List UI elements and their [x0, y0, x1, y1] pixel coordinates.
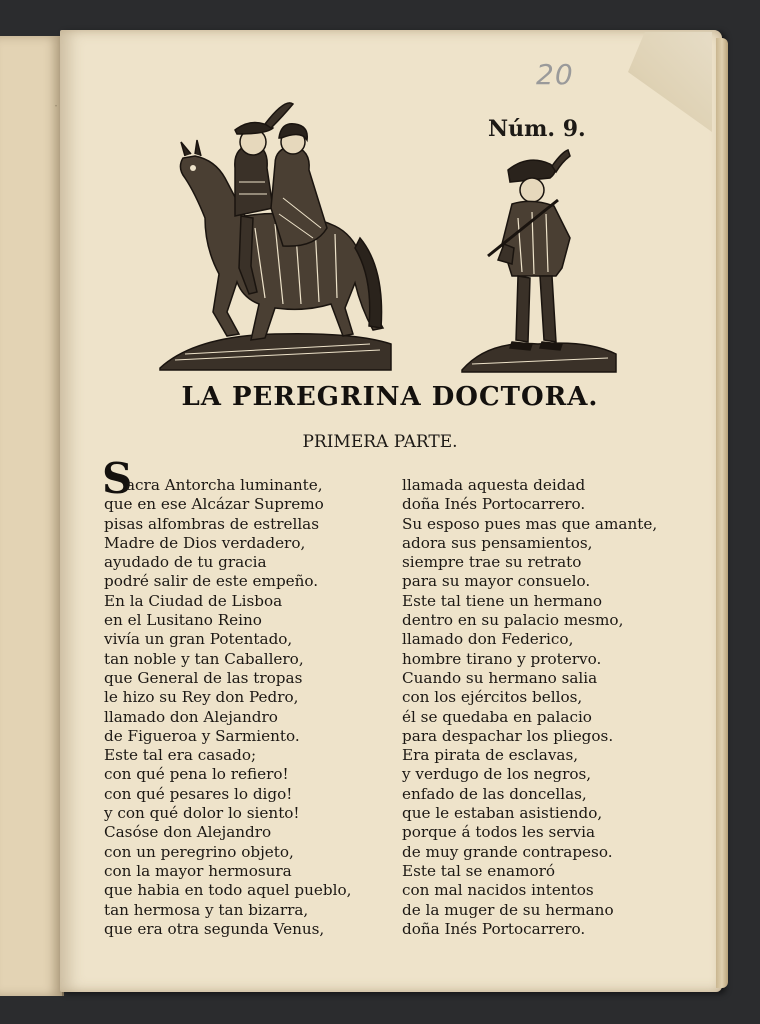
page-title: LA PEREGRINA DOCTORA.	[181, 382, 599, 412]
verse-line: tan noble y tan Caballero,	[104, 649, 304, 668]
verse-line: siempre trae su retrato	[402, 553, 582, 572]
verse-line: de muy grande contrapeso.	[402, 842, 613, 861]
verse-line: que era otra segunda Venus,	[104, 919, 325, 938]
verse-line: En la Ciudad de Lisboa	[104, 591, 283, 610]
verse-line: podré salir de este empeño.	[104, 572, 319, 591]
verse-line: enfado de las doncellas,	[402, 784, 587, 803]
verse-line: Madre de Dios verdadero,	[104, 533, 306, 552]
verse-line: que le estaban asistiendo,	[402, 804, 603, 823]
verse-line: Cuando su hermano salia	[402, 668, 598, 687]
verse-line: doña Inés Portocarrero.	[402, 919, 586, 938]
verse-line: adora sus pensamientos,	[402, 533, 593, 552]
verse-line: con un peregrino objeto,	[104, 842, 294, 861]
verse-line: llamada aquesta deidad	[402, 476, 586, 494]
verse-line: vivía un gran Potentado,	[104, 630, 293, 649]
woodcut-man-with-hat	[458, 148, 620, 376]
verse-line: para despachar los pliegos.	[402, 726, 614, 745]
verse-line: hombre tirano y protervo.	[402, 649, 602, 668]
verse-line: de la muger de su hermano	[402, 900, 614, 919]
verse-line: para su mayor consuelo.	[402, 572, 591, 591]
verse-line: que General de las tropas	[104, 668, 303, 687]
verse-line: dentro en su palacio mesmo,	[402, 611, 624, 630]
verse-line: porque á todos les servia	[402, 823, 596, 842]
issue-number: Núm. 9.	[488, 116, 586, 142]
verse-line: él se quedaba en palacio	[402, 707, 592, 726]
verse-line: Este tal se enamoró	[402, 861, 556, 880]
facing-page-edge	[0, 36, 64, 996]
verse-line: acra Antorcha luminante,	[126, 476, 323, 494]
verse-line: con los ejércitos bellos,	[402, 688, 583, 707]
page-stack-edge	[716, 38, 728, 988]
verse-line: con qué pena lo refiero!	[104, 765, 289, 784]
verse-line: Este tal tiene un hermano	[402, 591, 602, 610]
verse-line: en el Lusitano Reino	[104, 611, 262, 630]
verse-line: con qué pesares lo digo!	[104, 784, 293, 803]
verse-line: Casóse don Alejandro	[104, 823, 272, 842]
verse-line: de Figueroa y Sarmiento.	[104, 726, 300, 745]
verse-line: pisas alfombras de estrellas	[104, 514, 320, 533]
verse-line: Este tal era casado;	[104, 746, 257, 765]
verse-line: le hizo su Rey don Pedro,	[104, 688, 299, 707]
page-subtitle: PRIMERA PARTE.	[302, 432, 458, 452]
verse-line: y verdugo de los negros,	[402, 765, 592, 784]
verse-line: que habia en todo aquel pueblo,	[104, 881, 352, 900]
verse-line: y con qué dolor lo siento!	[104, 804, 300, 823]
bleed-through-text: ·	[54, 99, 58, 113]
verse-line: con la mayor hermosura	[104, 861, 292, 880]
verse-line: con mal nacidos intentos	[402, 881, 594, 900]
woodcut-couple-on-horse	[155, 98, 395, 374]
verse-line: llamado don Federico,	[402, 630, 574, 649]
pencil-page-number: 20	[536, 58, 574, 91]
right-verse-column	[402, 476, 657, 939]
verse-line: Su esposo pues mas que amante,	[402, 514, 658, 533]
left-verse-column	[104, 476, 351, 939]
verse-line: ayudado de tu gracia	[104, 553, 267, 572]
verse-line: que en ese Alcázar Supremo	[104, 495, 324, 514]
verse-line: Era pirata de esclavas,	[402, 746, 579, 765]
verse-line: doña Inés Portocarrero.	[402, 495, 586, 514]
verse-line: tan hermosa y tan bizarra,	[104, 900, 309, 919]
drop-cap: S	[102, 454, 133, 503]
verse-line: llamado don Alejandro	[104, 707, 278, 726]
